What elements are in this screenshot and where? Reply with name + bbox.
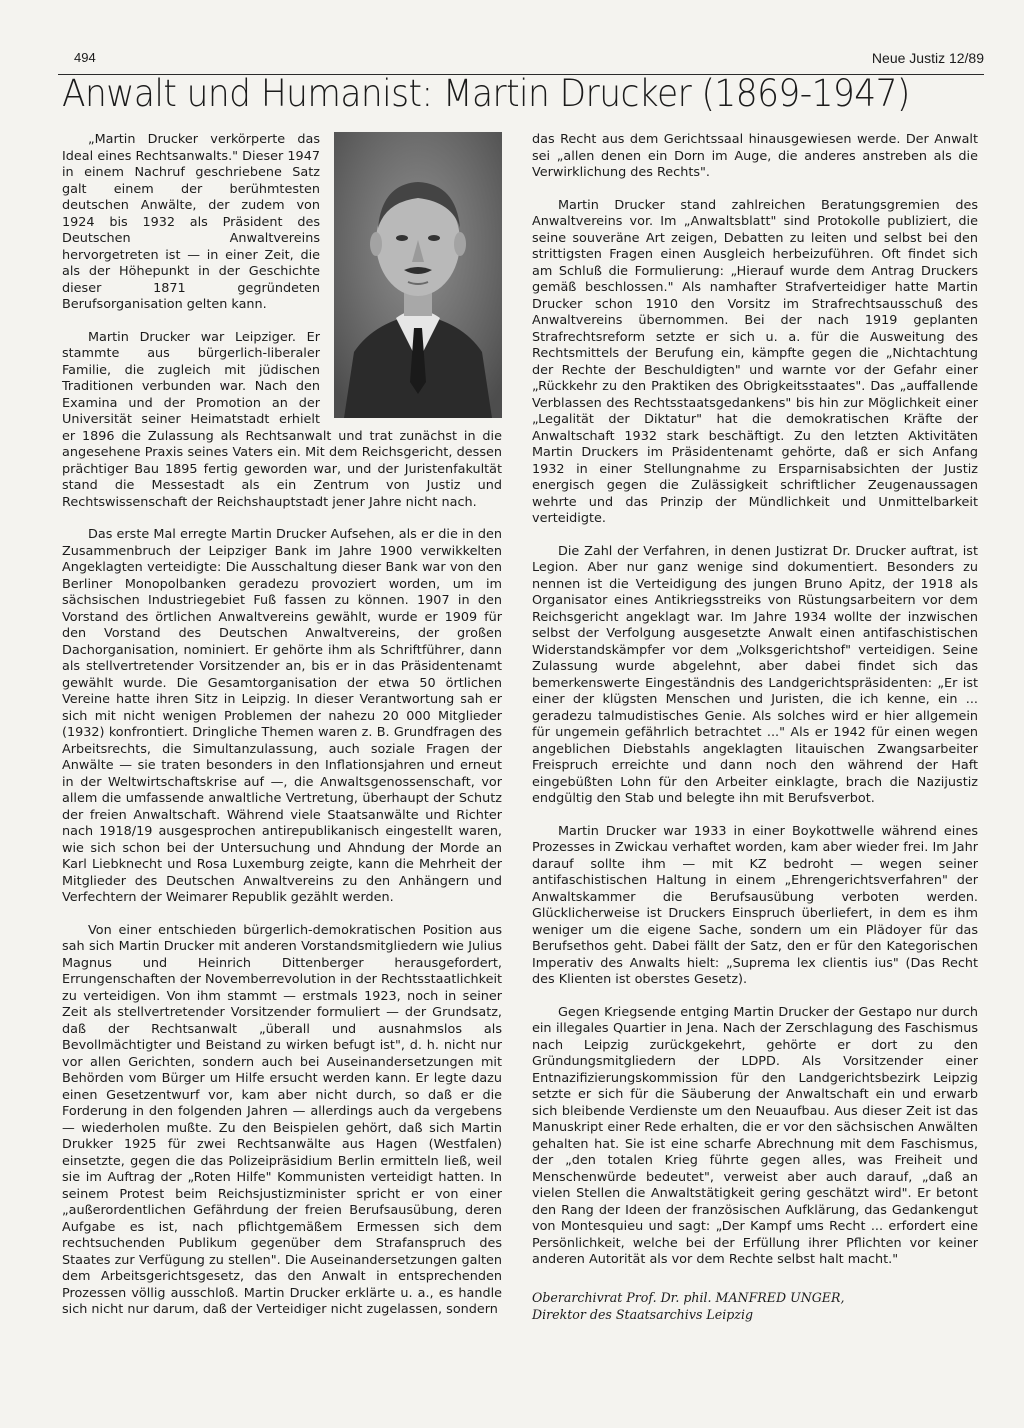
paragraph: Gegen Kriegsende entging Martin Drucker der Gestapo nur durch ein illegales Quartier in Jena. Nach der Zerschlagung des Faschismus nach Leipzig zurückgekehrt, gehörte er dort zu den Gründungsmitgliedern der LDPD. Als Vorsitzender einer Entnazifizierungskommission für den Landgerichtsbezirk Leipzig setzte er sich für die Säuberung der Anwaltschaft ein und erwarb sich bleibende Verdienste um den Neuaufbau. Aus dieser Zeit ist das Manuskript einer Rede erhalten, die er vor den sächsischen Anwälten gehalten hat. Sie ist eine scharfe Abrechnung mit dem Faschismus, der „den totalen Krieg führte gegen alles, was Freiheit und Menschenwürde bedeutet", verweist aber auch darauf, „daß an vielen Stellen die Anwaltstätigkeit gering geschätzt wird". Er betont den Rang der Ideen der französischen Aufklärung, das Gedankengut von Montesquieu und sagt: „Der Kampf ums Recht ... erfordert eine Persönlichkeit, welche bei der Erfüllung ihrer Pflichten vor keiner anderen Autorität als vor dem Rechte selbst halt macht.": [532, 1004, 978, 1267]
page-number: 494: [74, 50, 96, 65]
paragraph: Von einer entschieden bürgerlich-demokratischen Position aus sah sich Martin Drucker mit anderen Vorstandsmitgliedern wie Julius Magnus und Heinrich Dittenberger herausgefordert, Errungenschaften der Novemberrevolution in der Rechtsstaatlichkeit zu verteidigen. Von ihm stammt — erstmals 1923, noch in seiner Zeit als stellvertretender Vorsitzender formuliert — der Grundsatz, daß der Rechtsanwalt „überall und ausnahmslos als Bevollmächtigter und Beistand zu wirken befugt ist", d. h. nicht nur vor allen Gerichten, sondern auch bei Auseinandersetzungen mit Behörden vom Bürger um Hilfe ersucht werden kann. Er legte dazu einen Gesetzentwurf vor, kam aber nicht durch, so daß er die Forderung in den folgenden Jahren — allerdings auch da vergebens — wiederholen mußte. Zu den Beispielen gehört, daß sich Martin Drukker 1925 für zwei Rechtsanwälte aus Hagen (Westfalen) einsetzte, gegen die das Polizeipräsidium Berlin ermitteln ließ, weil sie im Auftrag der „Roten Hilfe" Kommunisten verteidigt hatten. In seinem Protest beim Reichsjustizminister spricht er von einer „außerordentlichen Gefährdung der freien Berufsausübung, deren Aufgabe es ist, nach pflichtgemäßem Ermessen sich dem rechtsuchenden Publikum gegenüber dem Strafanspruch des Staates zur Verfügung zu stellen". Die Auseinandersetzungen galten dem Arbeitsgerichtsgesetz, das den Anwalt in entsprechenden Prozessen völlig ausschloß. Martin Drucker erklärte u. a., es handle sich nicht nur darum, daß der Verteidiger nicht zugelassen, sondern: [62, 922, 503, 1317]
author-signature: [532, 1289, 978, 1323]
right-column: [532, 132, 978, 1362]
portrait-photo-frame: [334, 132, 502, 418]
portrait-photo: [334, 132, 502, 418]
paragraph: Das erste Mal erregte Martin Drucker Aufsehen, als er die in den Zusammenbruch der Leipziger Bank im Jahre 1900 verwikkelten Angeklagten verteidigte: Die Ausschaltung dieser Bank war von den Berliner Monopolbanken geradezu provoziert worden, um im sächsischen Industriegebiet Fuß fassen zu können. 1907 in den Vorstand des örtlichen Anwaltvereins gewählt, wurde er 1909 für den Vorstand des Deutschen Anwaltvereins, der großen Dachorganisation, nominiert. Er gehörte ihm als Schriftführer, dann als stellvertretender Vorsitzender an, bis er in das Präsidentenamt gewählt wurde. Die Gesamtorganisation der etwa 50 örtlichen Vereine hatte ihren Sitz in Leipzig. In dieser Verantwortung sah er sich mit nicht wenigen Problemen der nahezu 20 000 Mitglieder (1932) konfrontiert. Dringliche Themen waren z. B. Grundfragen des Arbeitsrechts, die Simultanzulassung, auch soziale Fragen der Anwälte — sie traten besonders in den Inflationsjahren und erneut in der Weltwirtschaftskrise auf —, die Anwaltsgenossenschaft, vor allem die umfassende anwaltliche Vertretung, überhaupt der Schutz der freien Anwaltschaft. Während viele Staatsanwälte und Richter nach 1918/19 ausgesprochen antirepublikanisch eingestellt waren, wie sich schon bei der Untersuchung und Ahndung der Morde an Karl Liebknecht und Rosa Luxemburg zeigte, kann die Mehrheit der Mitglieder des Deutschen Anwaltvereins zu den Anhängern und Verfechtern der Weimarer Republik gezählt werden.: [62, 527, 502, 905]
left-column: [62, 132, 502, 1344]
paragraph: Die Zahl der Verfahren, in denen Justizrat Dr. Drucker auftrat, ist Legion. Aber nur ganz wenige sind dokumentiert. Besonders zu nennen ist die Verteidigung des jungen Bruno Apitz, der 1918 als Organisator eines Antikriegsstreiks von Rüstungsarbeitern vor dem Reichsgericht angeklagt war. Im Jahre 1934 wollte der inzwischen selbst der Verfolgung ausgesetzte Anwalt einen antifaschistischen Widerstandskämpfer vor dem „Volksgerichtshof" verteidigen. Seine Zulassung wurde abgelehnt, aber dabei findet sich das bemerkenswerte Eingeständnis des Landgerichtspräsidenten: „Er ist einer der klügsten Menschen und Juristen, die ich kenne, ein ... geradezu talmudistisches Genie. Als solches wird er hier allgemein für ungemein gefährlich betrachtet ..." Als er 1942 für einen wegen angeblichen Diebstahls angeklagten litauischen Zwangsarbeiter Freispruch erreichte und dann noch den während der Haft eingebüßten Lohn für den Arbeiter einklagte, brach die Nazijustiz endgültig den Stab und belegte ihn mit Berufsverbot.: [532, 543, 978, 806]
paragraph: „Martin Drucker verkörperte das Ideal eines Rechtsanwalts." Dieser 1947 in einem Nachruf geschriebene Satz galt einem der berühmtesten deutschen Anwälte, der zudem von 1924 bis 1932 als Präsident des Deutschen Anwaltvereins hervorgetreten ist — in einer Zeit, die als der Höhepunkt in der Geschichte dieser 1871 gegründeten Berufsorganisation gelten kann.: [62, 132, 320, 312]
author-position: Direktor des Staatsarchivs Leipzig: [532, 1306, 754, 1322]
paragraph: Martin Drucker war Leipziger. Er stammte aus bürgerlich-liberaler Familie, die zugleich mit jüdischen Traditionen verbunden war. Nach den Examina und der Promotion an der Universität seiner Heimatstadt erhielt er 1896 die Zulassung als Rechtsanwalt und trat zunächst in die angesehene Praxis seines Vaters ein. Mit dem Reichsgericht, dessen prächtiger Bau 1895 fertig geworden war, und der Juristenfakultät stand die Messestadt als ein Zentrum von Justiz und Rechtswissenschaft der Reichshauptstadt jener Jahre nicht nach.: [62, 329, 502, 510]
journal-issue: Neue Justiz 12/89: [871, 50, 984, 66]
paragraph: Martin Drucker war 1933 in einer Boykottwelle während eines Prozesses in Zwickau verhaftet worden, kam aber wieder frei. Im Jahr darauf sollte ihm — mit KZ bedroht — wegen seiner antifaschistischen Haltung in einem „Ehrengerichtsverfahren" der Anwaltskammer die Berufsausübung verboten werden. Glücklicherweise ist Druckers Einspruch überliefert, in dem es ihm weniger um die eigene Sache, sondern um ein Plädoyer für das Berufsethos geht. Dabei fällt der Satz, den er für den Kategorischen Imperativ des Anwalts hielt: „Suprema lex clientis ius" (Das Recht des Klienten ist oberstes Gesetz).: [532, 823, 978, 987]
paragraph: Martin Drucker stand zahlreichen Beratungsgremien des Anwaltvereins vor. Im „Anwaltsblatt" sind Protokolle publiziert, die seine souveräne Art zeigen, Debatten zu leiten und selbst bei den strittigsten Fragen einen Ausgleich herbeizuführen. Oft findet sich am Schluß die Formulierung: „Hierauf wurde dem Antrag Druckers gemäß beschlossen." Als namhafter Strafverteidiger hatte Martin Drucker schon 1910 den Vorsitz im Strafrechtsausschuß des Anwaltvereins übernommen. Bei der nach 1919 geplanten Strafrechtsreform setzte er sich u. a. für die Ausweitung des Rechtsmittels der Berufung ein, kämpfte gegen die „Nichtachtung der Rechte der Beschuldigten" und warnte vor der Gefahr einer „Rückkehr zu den Praktiken des Obrigkeitsstaates". Das „auffallende Verblassen des Rechtsstaatsgedankens" bis hin zur Möglichkeit einer „Legalität der Diktatur" hat die demokratischen Kräfte der Anwaltschaft 1932 stark beschäftigt. Zu den letzten Aktivitäten Martin Druckers im Präsidentenamt gehörte, daß er sich Anfang 1932 in einer Stellungnahme zu Ersparnisabsichten der Justiz energisch gegen die Zulässigkeit schriftlicher Zeugenaussagen wehrte und das Prinzip der Mündlichkeit und Unmittelbarkeit verteidigte.: [532, 197, 978, 526]
author-name: Oberarchivrat Prof. Dr. phil. MANFRED UNGER,: [532, 1289, 845, 1305]
paragraph: das Recht aus dem Gerichtssaal hinausgewiesen werde. Der Anwalt sei „allen denen ein Dorn im Auge, die anderes anstreben als die Verwirklichung des Rechts".: [532, 132, 978, 180]
article-title: Anwalt und Humanist: Martin Drucker (1869-1947): [62, 72, 910, 115]
